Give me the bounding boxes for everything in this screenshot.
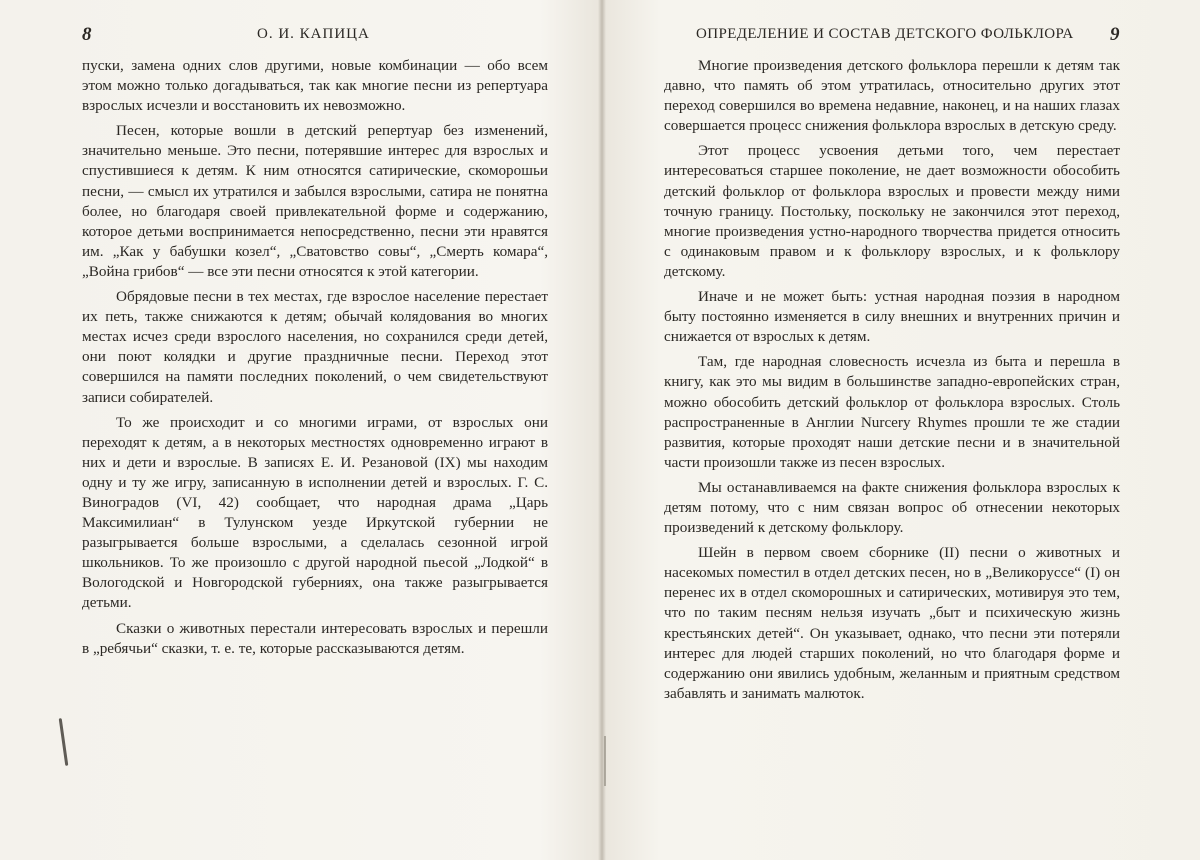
paragraph: Многие произведения детского фольклора перешли к детям так давно, что память об этом утратилась, относительно других этот переход совершился во времена недавние, наконец, и на наших глазах совершается процесс снижения фольклора взрослых в детскую среду. [664,57,1120,135]
right-page-number: 9 [1110,24,1120,45]
paragraph: Сказки о животных перестали интересовать взрослых и перешли в „ребячьи“ сказки, т. е. те, которые рассказываются детям. [82,619,548,657]
paragraph: Песен, которые вошли в детский репертуар без изменений, значительно меньше. Это песни, потерявшие интерес для взрослых и спустившиеся к детям. К ним относятся сатирические, скоморошьи песни, — смысл их утратился и забылся взрослыми, сатира не понятна более, но благодаря своей привлекательной форме и содержанию, которое детьми воспринимается непосредственно, песни эти нравятся им. „Как у бабушки козел“, „Сватовство совы“, „Смерть комара“, „Война грибов“ — все эти песни относятся к этой категории. [82,122,548,280]
right-page-text [664,56,1120,704]
right-running-head: ОПРЕДЕЛЕНИЕ И СОСТАВ ДЕТСКОГО ФОЛЬКЛОРА [696,26,1074,42]
left-running-head: О. И. КАПИЦА [257,26,370,42]
paragraph: Иначе и не может быть: устная народная поэзия в народном быту постоянно изменяется в силу внешних и внутренних причин и снижается от взрослых к детям. [664,288,1120,346]
paragraph: Шейн в первом своем сборнике (II) песни о животных и насекомых поместил в отдел детских песен, но в „Великоруссе“ (I) он перенес их в отдел скоморошных и сатирических, мотивируя это тем, что по таким песням нельзя изучать „быт и психическую жизнь крестьянских детей“. Он указывает, однако, что песни эти потеряли интерес для людей старших поколений, но что благодаря форме и содержанию они явились удобным, желанным и приятным средством забавлять и занимать малюток. [664,544,1120,702]
margin-pencil-mark [59,718,69,766]
paragraph: Там, где народная словесность исчезла из быта и перешла в книгу, как это мы видим в большинстве западно-европейских стран, можно обособить детский фольклор от фольклора взрослых. Столь распространенные в Англии Nurcery Rhymes прошли те же стадии развития, которые проходят наши детские песни и в значительной части произошли также из песен взрослых. [664,353,1120,471]
gutter-scan-mark [604,736,606,786]
book-gutter [598,0,606,860]
paragraph: Мы останавливаемся на факте снижения фольклора взрослых к детям потому, что с ним связан вопрос об отнесении некоторых произведений к детскому фольклору. [664,478,1120,537]
right-page-header [664,14,1120,48]
right-page [664,14,1120,844]
left-page-header [82,14,548,48]
paragraph: Этот процесс усвоения детьми того, чем перестает интересоваться старшее поколение, не дает возможности обособить детский фольклор от фольклора взрослых и провести между ними точную границу. Постольку, поскольку не закончился этот переход, многие произведения устно-народного творчества придется относить с одинаковым правом и к фольклору взрослых, и к фольклору детскому. [664,142,1120,280]
paragraph: То же происходит и со многими играми, от взрослых они переходят к детям, а в некоторых местностях одновременно играют в них и дети и взрослые. В записях Е. И. Резановой (IX) мы находим одну и ту же игру, записанную в исполнении детей и взрослых. Г. С. Виноградов (VI, 42) сообщает, что народная драма „Царь Максимилиан“ в Тулунском уезде Иркутской губернии не разыгрывается больше взрослыми, а сделалась сезонной игрой школьников. То же произошло с другой народной пьесой „Лодкой“ в Вологодской и Новгородской губерниях, она также разыгрывается детьми. [82,413,548,612]
left-page-number: 8 [82,24,92,45]
left-page [82,14,548,844]
paragraph: Обрядовые песни в тех местах, где взрослое население перестает их петь, также снижаются к детям; обычай колядования во многих местах исчез среди взрослого населения, но сохранился среди детей, они поют колядки и другие праздничные песни. Переход этот совершился на памяти последних поколений, о чем свидетельствуют записи собирателей. [82,288,548,406]
left-page-text [82,56,548,659]
paragraph: пуски, замена одних слов другими, новые комбинации — обо всем этом можно только догадываться, так как многие песни из репертуара взрослых исчезли и восстановить их невозможно. [82,57,548,115]
